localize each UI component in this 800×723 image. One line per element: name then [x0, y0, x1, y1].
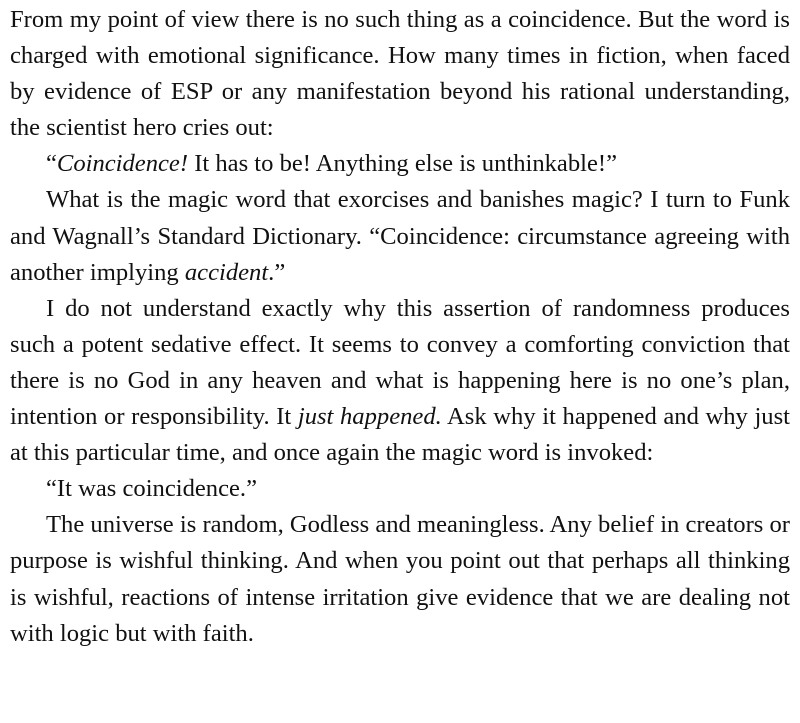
paragraph-6	[10, 507, 790, 651]
paragraph-4	[10, 291, 790, 471]
paragraph-6-text: The universe is random, Godless and meaningless. Any belief in creators or purpose is wishful thinking. And when you point out that perhaps all thinking is wishful, reactions of intense irritation give evidence that we are dealing not with logic but with faith.	[10, 511, 790, 647]
paragraph-4-text: I do not understand exactly why this assertion of randomness produces such a potent sedative effect. It seems to convey a comforting conviction that there is no God in any heaven and what is happening here is no one’s plan, intention or responsibility. It	[10, 294, 790, 431]
paragraph-2-text: It has to be! Anything else is unthinkable!”	[188, 150, 617, 178]
paragraph-3-text: What is the magic word that exorcises and banishes magic? I turn to Funk and Wagnall’s Standard Dictionary. “Coincidence: circumstance agreeing with another implying	[10, 186, 790, 286]
paragraph-5-text: “It was coincidence.”	[46, 475, 257, 503]
document-page	[10, 2, 790, 652]
paragraph-2	[10, 146, 790, 182]
paragraph-1	[10, 2, 790, 146]
paragraph-3-end: .”	[268, 258, 286, 286]
paragraph-3-emphasis: accident	[184, 258, 269, 286]
paragraph-1-text: From my point of view there is no such thing as a coincidence. But the word is charged with emotional significance. How many times in fiction, when faced by evidence of ESP or any manifestation beyond his rational understanding, the scientist hero cries out:	[10, 6, 790, 142]
paragraph-5	[10, 471, 790, 507]
paragraph-2-emphasis: Coincidence!	[56, 150, 189, 178]
paragraph-4-end: Ask why it happened and why just at this particular time, and once again the magic word is invoked:	[10, 403, 790, 467]
paragraph-3	[10, 182, 790, 290]
paragraph-2-open-quote: “	[46, 150, 57, 178]
paragraph-4-emphasis: just happened.	[297, 403, 442, 431]
